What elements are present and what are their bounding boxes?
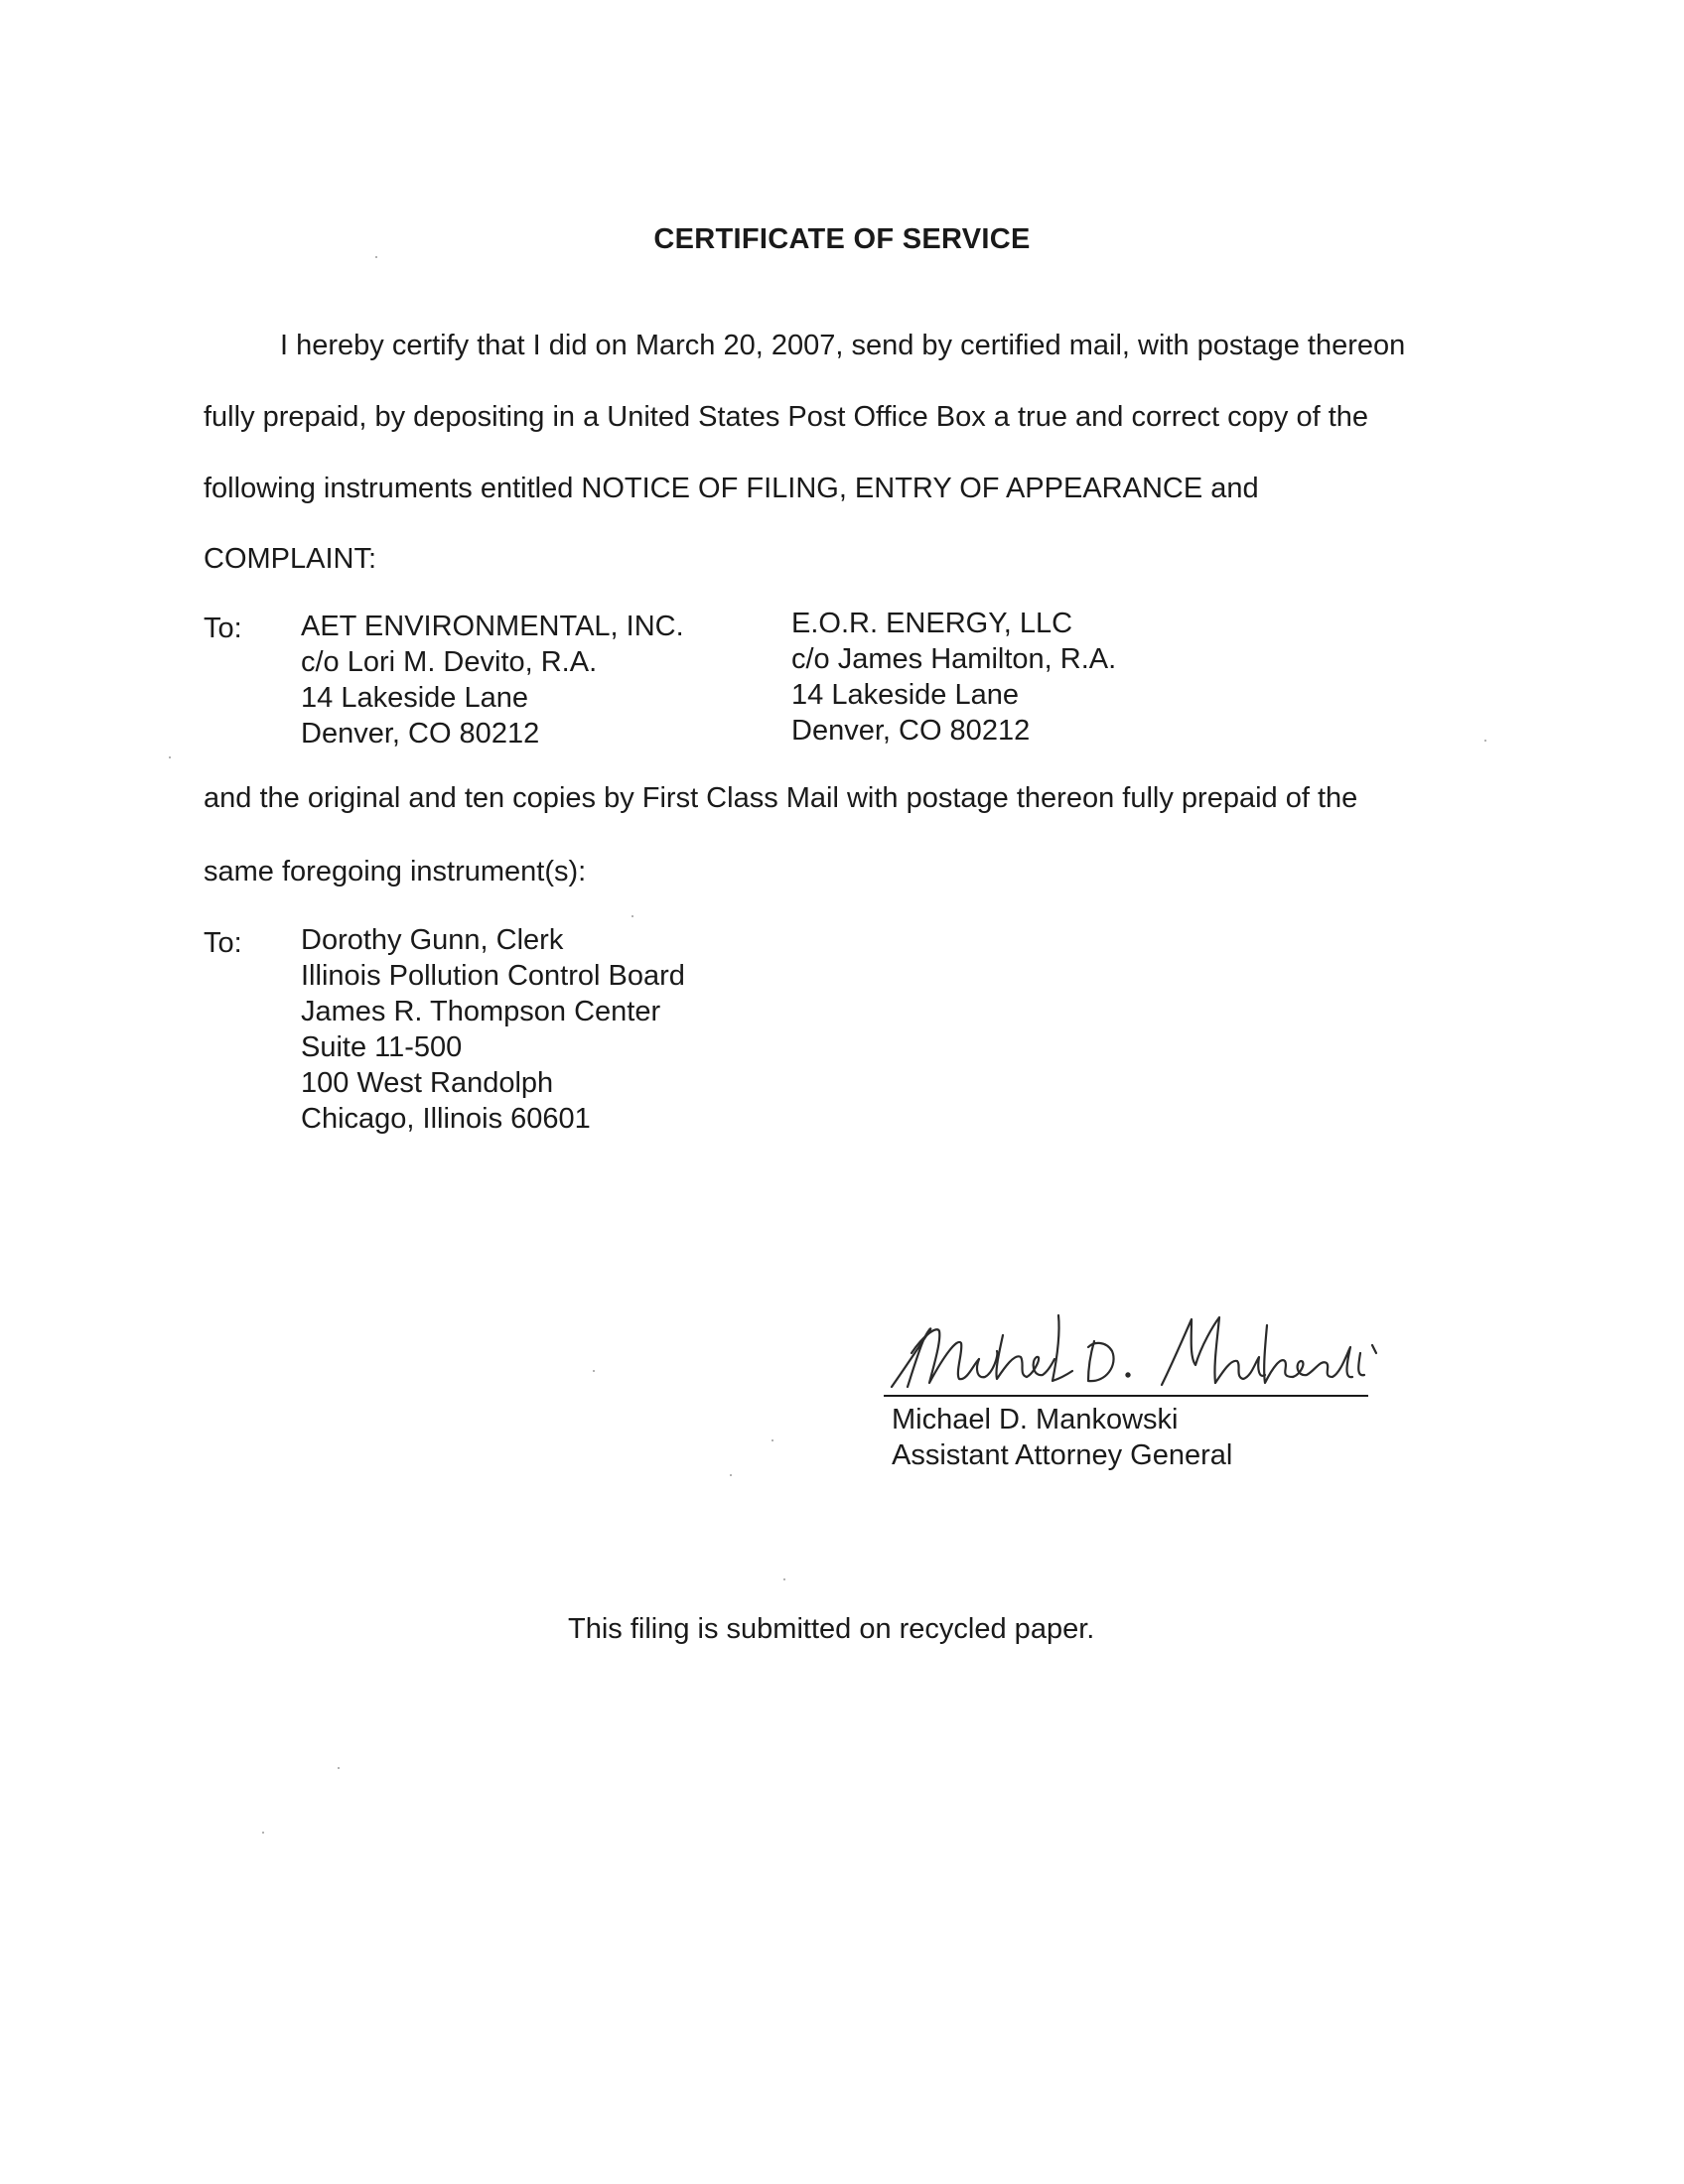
- recipient-address-2: [791, 606, 1116, 749]
- clerk-name: Dorothy Gunn, Clerk: [301, 924, 564, 956]
- scan-speck: [169, 756, 171, 758]
- signature-block: [892, 1402, 1232, 1473]
- clerk-street: 100 West Randolph: [301, 1067, 554, 1099]
- recipient-name: E.O.R. ENERGY, LLC: [791, 608, 1073, 639]
- recipient-city: Denver, CO 80212: [791, 715, 1031, 747]
- scan-speck: [772, 1439, 773, 1441]
- recipient-city: Denver, CO 80212: [301, 718, 540, 750]
- scan-speck: [375, 256, 377, 258]
- paragraph1-line1: I hereby certify that I did on March 20, 2007, send by certified mail, with postage thereon: [280, 330, 1406, 361]
- paragraph1-line4: COMPLAINT:: [204, 543, 377, 575]
- paragraph2-line2: same foregoing instrument(s):: [204, 856, 587, 887]
- scan-speck: [262, 1832, 264, 1834]
- paragraph2-line1: and the original and ten copies by First Class Mail with postage thereon fully prepaid of the: [204, 782, 1358, 814]
- footer-note: This filing is submitted on recycled paper.: [568, 1613, 1095, 1645]
- scan-speck: [1484, 740, 1486, 742]
- recipient-street: 14 Lakeside Lane: [791, 679, 1019, 711]
- scan-speck: [593, 1370, 595, 1372]
- clerk-center: James R. Thompson Center: [301, 996, 661, 1027]
- signer-title: Assistant Attorney General: [892, 1439, 1233, 1471]
- signer-name: Michael D. Mankowski: [892, 1404, 1179, 1435]
- clerk-city: Chicago, Illinois 60601: [301, 1103, 591, 1135]
- clerk-board: Illinois Pollution Control Board: [301, 960, 685, 992]
- paragraph1-line2: fully prepaid, by depositing in a United States Post Office Box a true and correct copy of the: [204, 401, 1369, 433]
- scan-speck: [338, 1767, 340, 1769]
- paragraph1-line3: following instruments entitled NOTICE OF FILING, ENTRY OF APPEARANCE and: [204, 473, 1259, 504]
- recipient-street: 14 Lakeside Lane: [301, 682, 528, 714]
- to-label-clerk: To:: [204, 927, 242, 959]
- document-title: CERTIFICATE OF SERVICE: [653, 223, 1031, 255]
- scan-speck: [632, 915, 633, 917]
- clerk-suite: Suite 11-500: [301, 1031, 463, 1063]
- recipient-name: AET ENVIRONMENTAL, INC.: [301, 611, 684, 642]
- scan-speck: [730, 1474, 732, 1476]
- to-label-recipients: To:: [204, 613, 242, 644]
- clerk-address: [301, 922, 685, 1137]
- scan-speck: [783, 1578, 785, 1580]
- signature-image: [864, 1296, 1380, 1405]
- recipient-address-1: [301, 609, 684, 751]
- recipient-care-of: c/o James Hamilton, R.A.: [791, 643, 1117, 675]
- recipient-care-of: c/o Lori M. Devito, R.A.: [301, 646, 598, 678]
